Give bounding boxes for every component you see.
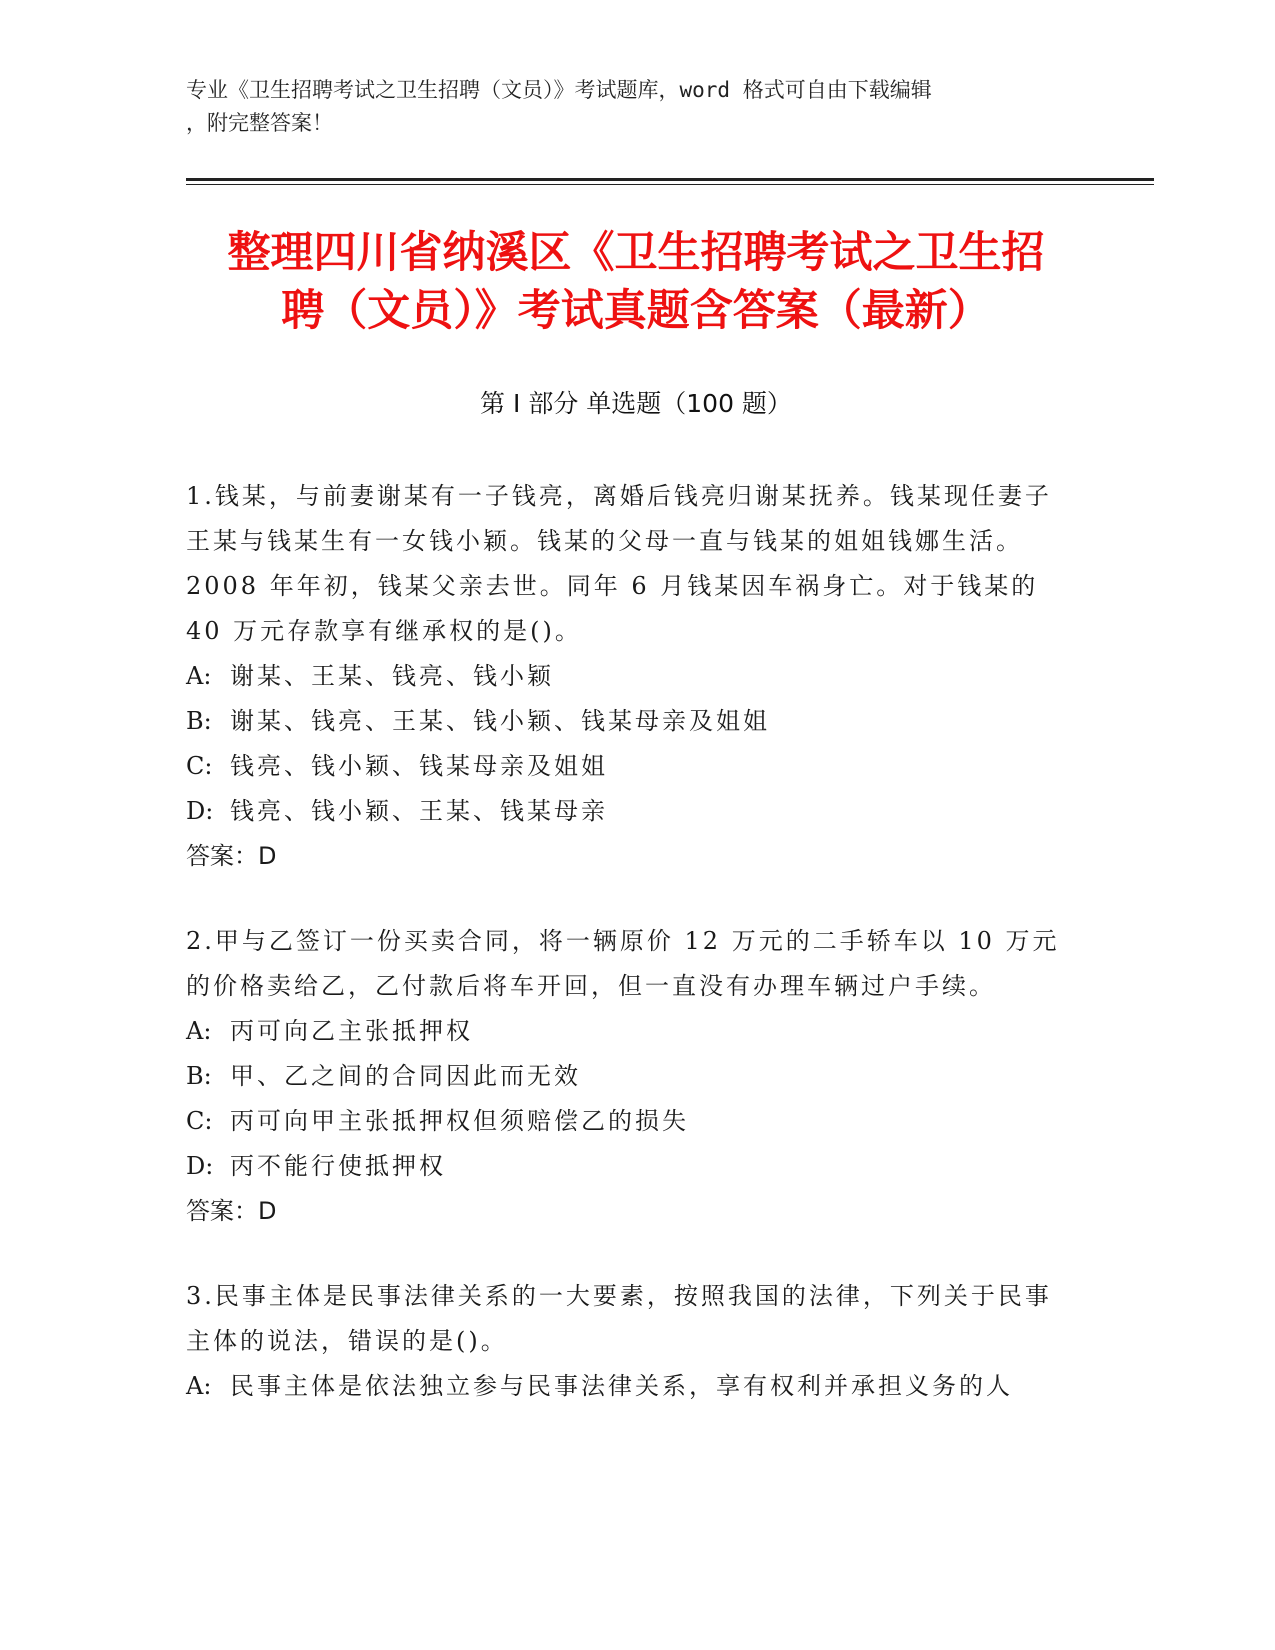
document-title-line-2: 聘（文员）》考试真题含答案（最新） [281, 286, 991, 336]
question-option-d [186, 789, 1066, 834]
header-note-line-2: ，附完整答案！ [186, 111, 333, 135]
option-letter: C: [186, 752, 213, 780]
option-text: 谢某、王某、钱亮、钱小颖 [230, 662, 554, 690]
option-letter: A: [186, 662, 212, 690]
question-answer: 答案：D [186, 1197, 277, 1225]
option-text: 钱亮、钱小颖、钱某母亲及姐姐 [230, 752, 608, 780]
question-answer: 答案：D [186, 842, 277, 870]
option-letter: A: [186, 1017, 212, 1045]
option-text: 甲、乙之间的合同因此而无效 [230, 1062, 581, 1090]
option-letter: B: [186, 707, 212, 735]
document-title [186, 224, 1086, 340]
question-stem: 1.钱某，与前妻谢某有一子钱亮，离婚后钱亮归谢某抚养。钱某现任妻子王某与钱某生有一女钱小颖。钱某的父母一直与钱某的姐姐钱娜生活。2008 年年初，钱某父亲去世。同年 6 月钱某因车祸身亡。对于钱某的 40 万元存款享有继承权的是()。 [186, 482, 1052, 645]
header-divider-thick [186, 178, 1154, 181]
option-letter: D: [186, 1152, 214, 1180]
option-text: 钱亮、钱小颖、王某、钱某母亲 [230, 797, 608, 825]
question-option-a [186, 654, 1066, 699]
header-note [186, 74, 1066, 140]
option-text: 丙可向乙主张抵押权 [230, 1017, 473, 1045]
question-option-a [186, 1009, 1066, 1054]
document-title-line-1: 整理四川省纳溪区《卫生招聘考试之卫生招 [227, 228, 1045, 278]
question-list [186, 474, 1066, 1449]
question-option-c [186, 1099, 1066, 1144]
question-stem: 3.民事主体是民事法律关系的一大要素，按照我国的法律，下列关于民事主体的说法，错误的是()。 [186, 1282, 1052, 1355]
question-2 [186, 919, 1066, 1234]
header-note-line-1: 专业《卫生招聘考试之卫生招聘（文员）》考试题库，word 格式可自由下载编辑 [186, 78, 932, 102]
header-divider-thin [186, 184, 1154, 185]
question-option-a [186, 1364, 1066, 1409]
option-letter: D: [186, 797, 214, 825]
question-option-b [186, 699, 1066, 744]
option-text: 丙不能行使抵押权 [230, 1152, 446, 1180]
question-stem: 2.甲与乙签订一份买卖合同，将一辆原价 12 万元的二手轿车以 10 万元的价格卖给乙，乙付款后将车开回，但一直没有办理车辆过户手续。 [186, 927, 1060, 1000]
option-letter: B: [186, 1062, 212, 1090]
question-option-d [186, 1144, 1066, 1189]
question-option-c [186, 744, 1066, 789]
question-option-b [186, 1054, 1066, 1099]
option-text: 民事主体是依法独立参与民事法律关系，享有权利并承担义务的人 [230, 1372, 1013, 1400]
option-text: 丙可向甲主张抵押权但须赔偿乙的损失 [230, 1107, 689, 1135]
question-3 [186, 1274, 1066, 1409]
option-text: 谢某、钱亮、王某、钱小颖、钱某母亲及姐姐 [230, 707, 770, 735]
option-letter: C: [186, 1107, 213, 1135]
section-title: 第 I 部分 单选题（100 题） [480, 389, 792, 418]
question-1 [186, 474, 1066, 879]
option-letter: A: [186, 1372, 212, 1400]
